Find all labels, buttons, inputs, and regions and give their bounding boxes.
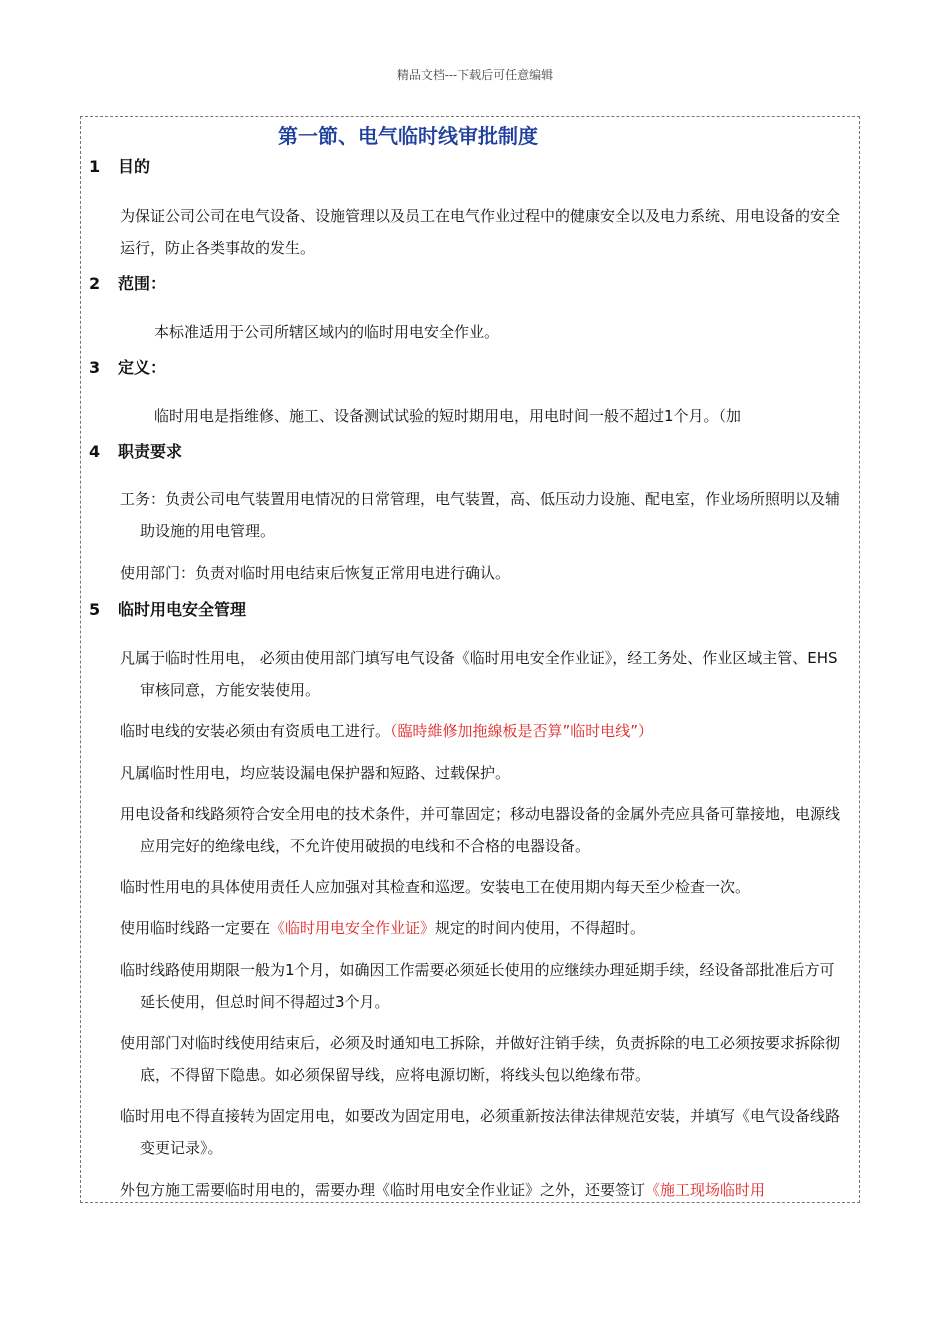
section-5-paragraph: 凡属于临时性用电， 必须由使用部门填写电气设备《临时用电安全作业证》，经工务处、作业区域主管、EHS审核同意，方能安装使用。 [120, 649, 838, 699]
section-5-paragraph [120, 1174, 844, 1206]
section-4-paragraph-duties-dept: 使用部门：负责对临时用电结束后恢复正常用电进行确认。 [120, 564, 511, 582]
section-5-paragraph: 用电设备和线路须符合安全用电的技术条件，并可靠固定；移动电器设备的金属外壳应具备可靠接地，电源线应用完好的绝缘电线，不允许使用破损的电线和不合格的电器设备。 [120, 805, 841, 855]
section-title: 范围： [118, 274, 167, 293]
document-title: 第一節、电气临时线审批制度 [278, 124, 538, 148]
section-5-paragraph [120, 715, 844, 747]
paragraph-text: 使用临时线路一定要在 [120, 919, 271, 937]
section-title: 目的 [118, 157, 151, 176]
section-2-heading [89, 271, 166, 294]
highlighted-form-name: 《施工现场临时用 [645, 1181, 766, 1199]
section-4-paragraph-duties-works: 工务：负责公司电气装置用电情况的日常管理，电气装置，高、低压动力设施、配电室，作业场所照明以及辅助设施的用电管理。 [120, 490, 841, 540]
section-number: 3 [89, 358, 101, 377]
section-5-paragraph: 使用部门对临时线使用结束后，必须及时通知电工拆除，并做好注销手续，负责拆除的电工必须按要求拆除彻底，不得留下隐患。如必须保留导线，应将电源切断，将线头包以绝缘布带。 [120, 1034, 841, 1084]
section-number: 4 [89, 442, 101, 461]
paragraph-text: 规定的时间内使用，不得超时。 [435, 919, 646, 937]
page-watermark: 精品文档---下载后可任意编辑 [396, 68, 554, 82]
paragraph-text: 临时电线的安装必须由有资质电工进行。 [120, 722, 391, 740]
section-3-heading [89, 355, 166, 378]
section-number: 2 [89, 274, 101, 293]
section-title: 临时用电安全管理 [118, 600, 247, 619]
section-title: 定义： [118, 358, 167, 377]
section-title: 职责要求 [118, 442, 183, 461]
section-5-heading [89, 597, 246, 620]
section-1-paragraph: 为保证公司公司在电气设备、设施管理以及员工在电气作业过程中的健康安全以及电力系统、用电设备的安全运行，防止各类事故的发生。 [120, 207, 841, 257]
section-4-heading [89, 439, 182, 462]
section-5-paragraph: 临时线路使用期限一般为1个月，如确因工作需要必须延长使用的应继续办理延期手续，经设备部批准后方可延长使用，但总时间不得超过3个月。 [120, 961, 835, 1011]
section-5-paragraph: 临时性用电的具体使用责任人应加强对其检查和巡逻。安装电工在使用期内每天至少检查一次。 [120, 878, 751, 896]
paragraph-text: 外包方施工需要临时用电的，需要办理《临时用电安全作业证》之外，还要签订 [120, 1181, 646, 1199]
section-5-paragraph [120, 912, 844, 944]
section-number: 1 [89, 157, 101, 176]
section-5-paragraph: 凡属临时性用电，均应装设漏电保护器和短路、过载保护。 [120, 764, 511, 782]
section-1-heading [89, 154, 150, 177]
section-3-paragraph: 临时用电是指维修、施工、设备测试试验的短时期用电，用电时间一般不超过1个月。（加 [154, 407, 742, 425]
section-5-paragraph: 临时用电不得直接转为固定用电，如要改为固定用电，必须重新按法律法律规范安装，并填写《电气设备线路变更记录》。 [120, 1107, 841, 1157]
highlighted-form-name: 《临时用电安全作业证》 [270, 919, 436, 937]
section-number: 5 [89, 600, 101, 619]
section-2-paragraph: 本标准适用于公司所辖区域内的临时用电安全作业。 [154, 323, 500, 341]
review-note: （臨時維修加拖線板是否算”临时电线”） [390, 722, 654, 740]
